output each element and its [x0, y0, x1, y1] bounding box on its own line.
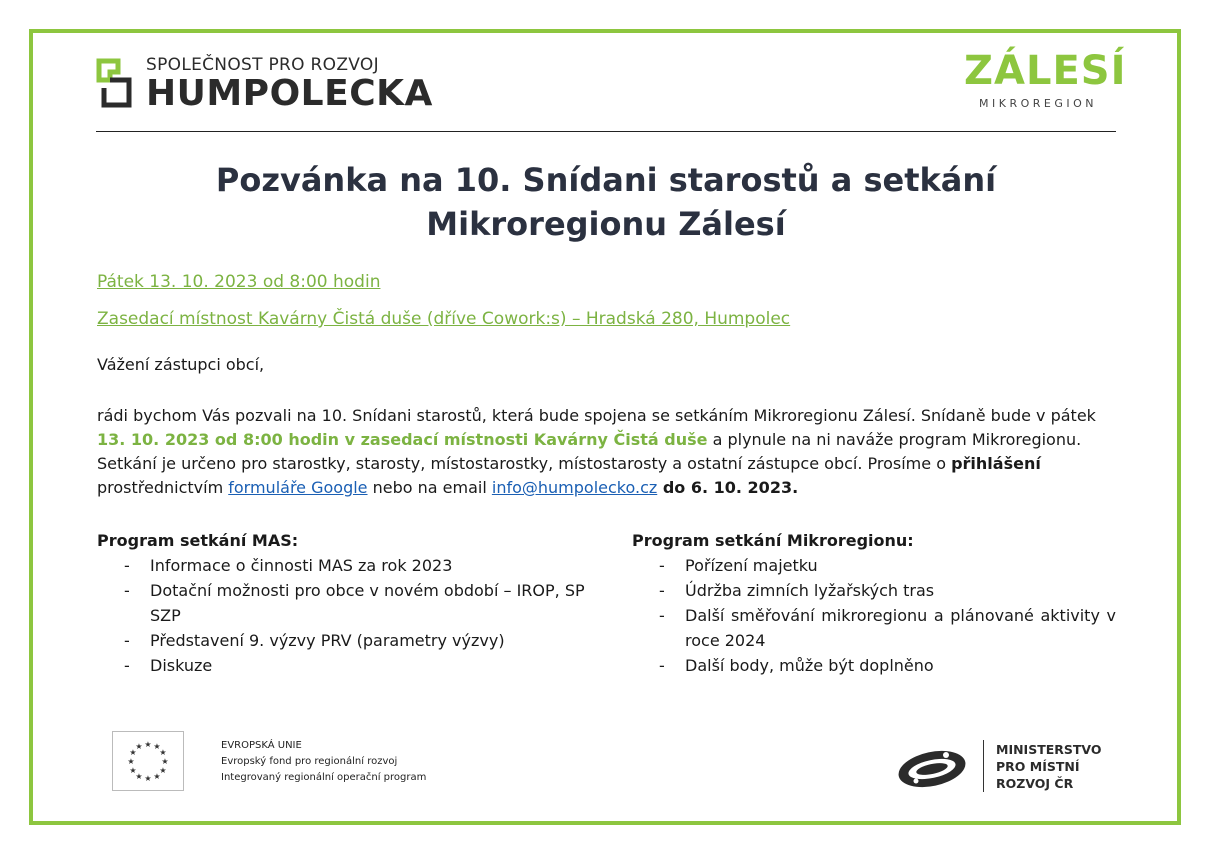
event-place: Zasedací místnost Kavárny Čistá duše (dříve Cowork:s) – Hradská 280, Humpolec: [97, 309, 791, 329]
logo-line-1: SPOLEČNOST PRO ROZVOJ: [146, 55, 379, 75]
program-mas-list: [97, 553, 597, 678]
mmr-divider: [983, 740, 984, 792]
svg-text:★: ★: [159, 766, 167, 775]
humpolecko-logo-icon: [96, 58, 132, 108]
page-title: Pozvánka na 10. Snídani starostů a setkání Mikroregionu Zálesí: [215, 161, 997, 243]
mmr-line-2: PRO MÍSTNÍ: [996, 759, 1080, 774]
humpolecko-logo: [96, 55, 436, 115]
mmr-text: [996, 741, 1102, 792]
email-link[interactable]: info@humpolecko.cz: [491, 478, 658, 497]
svg-text:★: ★: [153, 772, 161, 781]
svg-text:★: ★: [129, 748, 137, 757]
eu-flag: [112, 731, 184, 791]
header-divider: [96, 131, 1116, 132]
body-highlight: 13. 10. 2023 od 8:00 hodin v zasedací místnosti Kavárny Čistá duše: [97, 430, 708, 449]
body-text-3: prostřednictvím: [97, 478, 229, 497]
zalesi-logo-sub: MIKROREGION: [979, 97, 1097, 110]
list-item: - Informace o činnosti MAS za rok 2023: [97, 553, 597, 578]
svg-text:★: ★: [159, 748, 167, 757]
greeting: Vážení zástupci obcí,: [97, 355, 265, 374]
program-mas-heading: Program setkání MAS:: [97, 531, 299, 550]
eu-text: [221, 738, 426, 786]
zalesi-logo: [960, 48, 1127, 118]
program-mikroregion-heading: Program setkání Mikroregionu:: [632, 531, 914, 550]
list-item: - Představení 9. výzvy PRV (parametry výzvy): [97, 628, 597, 653]
google-form-link[interactable]: formuláře Google: [228, 478, 368, 497]
eu-stars-icon: [113, 732, 183, 790]
list-item: - Další body, může být doplněno: [632, 653, 1116, 678]
mmr-line-3: ROZVOJ ČR: [996, 776, 1074, 791]
invitation-paragraph: [97, 404, 1115, 500]
zalesi-logo-name: ZÁLESÍ: [964, 48, 1127, 94]
program-mas: [97, 528, 597, 678]
svg-text:★: ★: [153, 742, 161, 751]
svg-text:★: ★: [129, 766, 137, 775]
list-item: - Diskuze: [97, 653, 597, 678]
body-text-4: nebo na email: [367, 478, 492, 497]
eu-line-3: Integrovaný regionální operační program: [221, 772, 427, 783]
logo-line-2: HUMPOLECKA: [146, 73, 433, 114]
eu-line-2: Evropský fond pro regionální rozvoj: [221, 756, 398, 767]
svg-text:★: ★: [127, 757, 135, 766]
list-item: - Pořízení majetku: [632, 553, 1116, 578]
list-item: - Dotační možnosti pro obce v novém období – IROP, SP SZP: [97, 578, 590, 628]
list-item: - Další směřování mikroregionu a plánované aktivity v roce 2024: [632, 603, 1116, 653]
program-mikroregion-list: [632, 553, 1116, 678]
body-deadline: do 6. 10. 2023.: [657, 478, 799, 497]
svg-text:★: ★: [135, 772, 143, 781]
svg-text:★: ★: [161, 757, 169, 766]
program-mikroregion: [632, 528, 1116, 678]
svg-text:★: ★: [144, 740, 152, 749]
event-date: Pátek 13. 10. 2023 od 8:00 hodin: [97, 272, 381, 292]
mmr-logo-icon: [896, 743, 972, 791]
body-bold-registration: přihlášení: [951, 454, 1041, 473]
svg-text:★: ★: [135, 742, 143, 751]
body-text-2: a plynule na ni naváže program Mikroregionu. Setkání je určeno pro starostky, starosty, místostarostky, místostarosty a ostatní zástupce obcí. Prosíme o: [97, 430, 1082, 473]
eu-line-1: EVROPSKÁ UNIE: [221, 740, 302, 751]
list-item: - Údržba zimních lyžařských tras: [632, 578, 1116, 603]
body-text-1: rádi bychom Vás pozvali na 10. Snídani starostů, která bude spojena se setkáním Mikroregionu Zálesí. Snídaně bude v pátek: [97, 406, 1096, 425]
svg-text:★: ★: [144, 774, 152, 783]
mmr-line-1: MINISTERSTVO: [996, 742, 1102, 757]
